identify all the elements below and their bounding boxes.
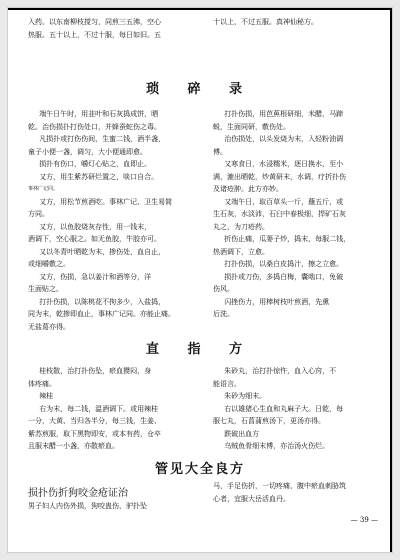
text-line: 右以雄猪心生血和丸麻子大。日乾，每	[224, 404, 344, 413]
text-line: 热服。五十以上，不过十服，每日如旧。五	[28, 30, 161, 39]
text-line: 且服末醋一小盏，亦散瘀血。	[28, 442, 119, 450]
text-line: 治伤损处，以头发烧为末，入轻粉油调	[224, 135, 344, 143]
top-left-column	[28, 16, 196, 41]
text-line: 及诸疮肿。此方亦妙。	[213, 185, 283, 193]
section-title-1: 琐 碎 录	[145, 82, 255, 97]
text-line: 无盐葛亦得。	[28, 322, 70, 331]
section1-right-column	[213, 108, 379, 321]
document-page	[8, 8, 392, 552]
text-line: 体疼痛。	[28, 379, 56, 388]
text-line: 闪挫伤力，用棒树枝叶煎酒，先熏	[224, 297, 330, 306]
text-line: 朱砂丸，治打扑惊忤，血入心窍，不	[224, 367, 337, 375]
text-line: 丸之，为刀疮药。	[213, 222, 269, 231]
text-line: 损扑或刀伤，多捣白梅，囊啮口，免破	[224, 272, 344, 281]
text-line: 又以冬青叶晒乾为末，掺伤处，血自止，	[39, 247, 166, 256]
page-number: — 39 —	[350, 516, 378, 524]
top-rule	[8, 8, 392, 10]
text-line: 打扑伤损，以桑白皮捣汁，擦之立愈。	[224, 260, 344, 268]
text-line: 又方，用松节煎酒吃。事林广记、卫生易简	[39, 197, 173, 206]
text-line: 跌破出血方	[224, 429, 260, 438]
text-line: 生面贴之。	[28, 285, 63, 293]
text-line: 又方，用生紫苏研烂置之，啖口自合。	[39, 172, 159, 181]
text-line: 折伤止痛，瓜蒌子炒，捣末，每服二钱，	[224, 235, 351, 243]
text-line: 又方，伤损，急以姜汁和酒等分，洋	[39, 272, 152, 281]
text-line: 伤风。	[213, 285, 234, 293]
text-line: 服七丸，石菖蒲煎汤下，更汤亦得。	[213, 417, 325, 425]
text-line: 辣桂	[39, 392, 54, 400]
section2-left-column	[28, 365, 196, 453]
top-right-column	[213, 16, 379, 29]
text-line: 蜕，生面同研，敷伤处。	[213, 122, 290, 131]
text-line: 紫苏煎服，取下黑物即安，或本有药，仓卒	[28, 429, 161, 438]
text-line: 入药。以东南柳枝搅匀，同煎三五沸，空心	[28, 18, 161, 26]
text-line: 又方，以鱼胶烧灰存性，用一钱末，	[39, 222, 152, 231]
text-line: 方同。	[28, 210, 49, 218]
text-line: 打扑伤损，用芭蕉根研细，米醋，马蹄	[224, 110, 344, 118]
text-line: 热酒调下，立愈。	[213, 247, 269, 256]
text-line: 能语言。	[213, 379, 241, 388]
text-line: 凡损扑或打伤伤间，生蜜二钱，酒半盏，	[39, 135, 166, 143]
text-line: 右为末，每二钱，温酒调下。或用辣桂	[39, 404, 159, 413]
text-line: 十以上，不过五服。真神仙秘方。	[213, 18, 318, 26]
section1-left-column	[28, 108, 196, 333]
text-line: 又寒食日，水浸糯米，逐日换水，至小	[224, 160, 344, 168]
text-line: 马，手足伤折，一切疼痛，腹中瘀血刺胁筑	[213, 482, 346, 490]
section2-right-column	[213, 365, 379, 453]
text-line: 一分，大黄、当归各半分，每三钱，生姜、	[28, 417, 161, 425]
section3-subtext: 男子妇人内伤外损，狗咬蛊伤，驴扑坠	[28, 502, 147, 510]
text-line: 桂枝散，治打扑伤坠，瘀血攒闷，身	[39, 367, 152, 375]
text-line: 端午日午时，用韭叶和石灰捣成饼，晒	[39, 110, 159, 118]
text-line: 朱砂为细末。	[224, 392, 267, 400]
section3-subheading: 损扑伤折狗咬金疮证治	[28, 488, 128, 499]
text-line: 心者，宜服大岳活血丹。	[213, 494, 290, 503]
text-line: 乾。治伤损扑打伤处口，并蜂蚕蛇伤之毒。	[28, 122, 161, 131]
text-line: 傅。	[213, 147, 227, 156]
section3-right-column	[213, 480, 379, 505]
text-line: 同为末，乾掺即血止，事林广记同。亦能止痛。	[28, 310, 175, 318]
section-title-2: 直 指 方	[145, 342, 255, 357]
text-line: 童子小便一盏，调匀，大小便通即愈。	[28, 147, 147, 156]
text-line: 生石灰，水淡沛，石臼中春极细，捍矿石灰	[213, 210, 346, 218]
text-line: 酒调下，空心服之。如无鱼胶，牛胶亦可。	[28, 235, 161, 243]
text-line: 又端午日，取百草头一斤，蘸五斤，或	[224, 197, 344, 206]
text-line: 事林广记同。	[28, 186, 59, 192]
text-line: 满，漉出晒乾，炒黄研末，水调，疗折扑伤	[213, 172, 346, 181]
text-line: 打扑伤损，以陈桃花不拘多少，入盐捣，	[39, 297, 166, 306]
text-line: 损扑有伤口，嚼灯心贴之，血即止。	[39, 160, 152, 168]
text-line: 乌贼鱼骨细末傅，亦治汤火伤烂。	[224, 442, 330, 450]
text-line: 或细嚼敷之。	[28, 260, 70, 268]
section-title-3: 管见大全良方	[154, 462, 245, 477]
text-line: 后洗。	[213, 310, 234, 318]
